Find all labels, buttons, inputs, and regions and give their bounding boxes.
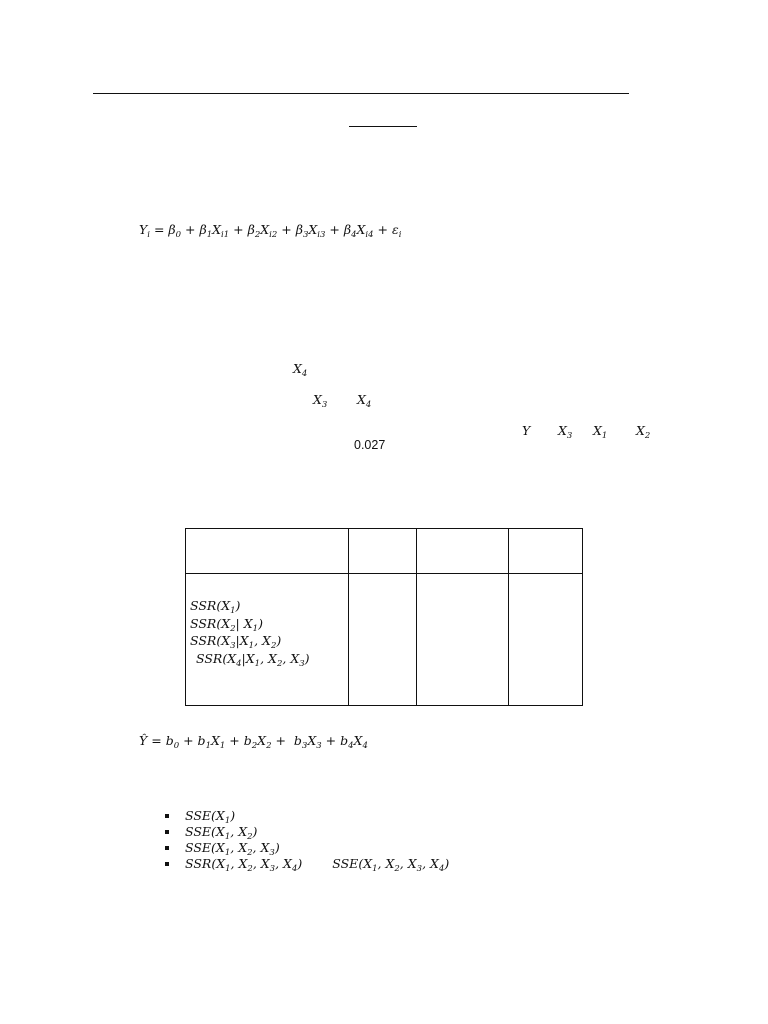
table-col-divider	[508, 529, 509, 705]
square-bullet-icon	[165, 830, 169, 834]
table-row: $SSR(X_4|X_1$, $X_2$, $X_3$)	[196, 650, 310, 669]
model-equation: $Y_i = \beta_0 + \beta_1X_{i1} + \beta_2X_{i2} + \beta_3X_{i3} + \beta_4X_{i4} + \varepsilon_i$	[139, 222, 402, 240]
list-item: $SSE(X_1)$	[163, 808, 449, 824]
table-col-divider	[416, 529, 417, 705]
anova-table	[185, 528, 583, 706]
square-bullet-icon	[165, 862, 169, 866]
symbol-x3-third: $X_3$	[558, 423, 573, 441]
table-source-cell	[190, 597, 310, 667]
list-item: $SSE(X_1$, $X_2$, $X_3$)	[163, 840, 449, 856]
symbol-x1: $X_1$	[593, 423, 608, 441]
symbol-x4: $X_4$	[293, 361, 308, 379]
header-rule	[93, 93, 629, 94]
symbol-x4-second: $X_4$	[357, 392, 372, 410]
symbol-x2: $X_2$	[636, 423, 651, 441]
value-0-027: 0.027	[354, 438, 386, 452]
table-header-divider	[186, 573, 582, 574]
table-row: $SSR(X_2|$ $X_1$)	[190, 615, 263, 634]
table-row: $SSR(X_3|X_1$, $X_2$)	[190, 633, 282, 651]
sse-bullet-list	[163, 808, 449, 872]
table-row: $SSR(X_1)$	[190, 598, 241, 616]
square-bullet-icon	[165, 814, 169, 818]
symbol-y: Y	[522, 423, 531, 438]
list-item: $SSE(X_1$, $X_2$)	[163, 824, 449, 840]
square-bullet-icon	[165, 846, 169, 850]
fitted-equation: Ŷ = $b_0 + b_1X_1 + b_2X_2 + b_3X_3 + b_4X_4$	[139, 733, 368, 751]
title-underline	[349, 126, 417, 127]
table-col-divider	[348, 529, 349, 705]
symbol-x3: $X_3$	[313, 392, 328, 410]
list-item: $SSR(X_1$, $X_2$, $X_3$, $X_4$) $SSE(X_1$, $X_2$, $X_3$, $X_4$)	[163, 856, 449, 872]
